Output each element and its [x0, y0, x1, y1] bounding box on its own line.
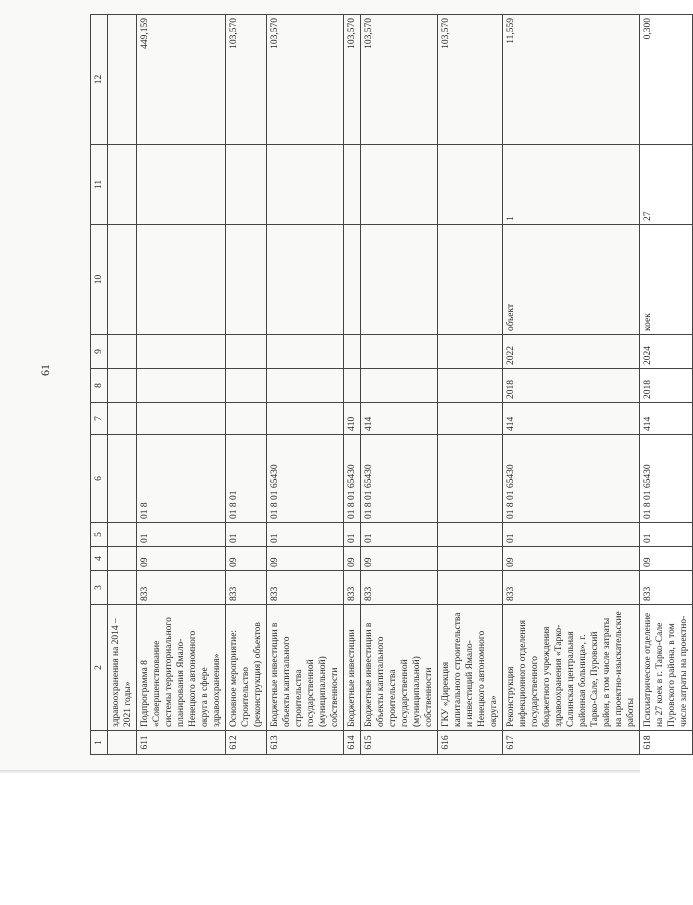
budget-table-container: [90, 15, 689, 755]
table-cell-c5: 01: [361, 523, 438, 547]
table-cell-c12: 449,159: [137, 15, 226, 145]
table-cell-c4: [438, 547, 503, 571]
table-cell-c4: 09: [226, 547, 267, 571]
table-cell-c8: [344, 369, 361, 403]
table-cell-c8: 2018: [503, 369, 640, 403]
table-cell-c1: 615: [361, 731, 438, 755]
table-cell-c3: 833: [503, 571, 640, 605]
table-cell-c3: 833: [344, 571, 361, 605]
table-cell-c9: 2022: [503, 335, 640, 369]
table-cell-c3: 833: [267, 571, 344, 605]
table-row: [344, 15, 361, 755]
table-cell-c11: [137, 145, 226, 225]
table-cell-c4: 09: [137, 547, 226, 571]
table-cell-c5: [108, 523, 137, 547]
table-cell-c11: [361, 145, 438, 225]
table-cell-c6: 01 8 01 65430: [267, 435, 344, 523]
table-cell-c11: [344, 145, 361, 225]
table-cell-c1: 612: [226, 731, 267, 755]
table-row: [438, 15, 503, 755]
header-cell: 7: [91, 403, 108, 435]
table-cell-c6: 01 8 01: [226, 435, 267, 523]
table-cell-c2: Бюджетные инвестиции: [344, 605, 361, 731]
table-cell-c4: 09: [503, 547, 640, 571]
table-cell-c4: [108, 547, 137, 571]
table-cell-c11: 27: [640, 145, 693, 225]
table-cell-c12: 103,570: [361, 15, 438, 145]
table-cell-c2: Бюджетные инвестиции в объекты капитального строительства государственной (муниципальной) собственности: [267, 605, 344, 731]
table-cell-c10: объект: [503, 225, 640, 335]
table-cell-c12: 11,559: [503, 15, 640, 145]
table-cell-c7: 414: [640, 403, 693, 435]
header-cell: 2: [91, 605, 108, 731]
table-cell-c3: 833: [226, 571, 267, 605]
table-cell-c9: [438, 335, 503, 369]
table-cell-c8: [108, 369, 137, 403]
table-cell-c4: 09: [640, 547, 693, 571]
table-cell-c6: 01 8: [137, 435, 226, 523]
table-row: [226, 15, 267, 755]
table-cell-c2: Бюджетные инвестиции в объекты капитального строительства государственной (муниципальной) собственности: [361, 605, 438, 731]
table-cell-c5: 01: [503, 523, 640, 547]
table-cell-c5: 01: [640, 523, 693, 547]
table-cell-c5: [438, 523, 503, 547]
table-cell-c10: [438, 225, 503, 335]
table-cell-c10: [108, 225, 137, 335]
header-cell: 8: [91, 369, 108, 403]
header-cell: 5: [91, 523, 108, 547]
header-cell: 12: [91, 15, 108, 145]
table-cell-c8: [438, 369, 503, 403]
table-cell-c3: [108, 571, 137, 605]
table-cell-c6: 01 8 01 65430: [344, 435, 361, 523]
table-cell-c8: [267, 369, 344, 403]
header-cell: 6: [91, 435, 108, 523]
table-cell-c7: [137, 403, 226, 435]
table-cell-c5: 01: [344, 523, 361, 547]
table-cell-c12: 103,570: [226, 15, 267, 145]
table-cell-c1: 614: [344, 731, 361, 755]
table-cell-c7: 414: [503, 403, 640, 435]
table-cell-c9: [108, 335, 137, 369]
table-cell-c10: [267, 225, 344, 335]
table-cell-c7: [226, 403, 267, 435]
budget-table: [90, 14, 693, 755]
header-cell: 9: [91, 335, 108, 369]
table-cell-c10: [344, 225, 361, 335]
table-cell-c12: 103,570: [438, 15, 503, 145]
table-cell-c12: 103,570: [344, 15, 361, 145]
header-cell: 10: [91, 225, 108, 335]
table-cell-c12: 103,570: [267, 15, 344, 145]
table-cell-c5: 01: [226, 523, 267, 547]
table-cell-c6: [438, 435, 503, 523]
table-cell-c2: Подпрограмма 8 «Совершенствование системы территориального планирования Ямало-Ненецкого автономного округа в сфере здравоохранения»: [137, 605, 226, 731]
table-row: [640, 15, 693, 755]
page-shadow: [0, 770, 640, 774]
table-cell-c7: [438, 403, 503, 435]
table-cell-c11: [226, 145, 267, 225]
header-cell: 1: [91, 731, 108, 755]
header-cell: 3: [91, 571, 108, 605]
table-cell-c11: [267, 145, 344, 225]
table-cell-c4: 09: [361, 547, 438, 571]
table-row: [361, 15, 438, 755]
table-cell-c10: коек: [640, 225, 693, 335]
page-number: 61: [38, 364, 52, 376]
table-cell-c9: [226, 335, 267, 369]
table-cell-c3: 833: [640, 571, 693, 605]
table-cell-c2: здравоохранения на 2014 – 2021 годы»: [108, 605, 137, 731]
header-cell: 4: [91, 547, 108, 571]
table-cell-c1: 616: [438, 731, 503, 755]
table-cell-c9: [267, 335, 344, 369]
table-cell-c7: 410: [344, 403, 361, 435]
table-cell-c12: 0,300: [640, 15, 693, 145]
table-cell-c7: 414: [361, 403, 438, 435]
table-cell-c4: 09: [344, 547, 361, 571]
table-cell-c6: 01 8 01 65430: [361, 435, 438, 523]
table-cell-c8: [137, 369, 226, 403]
table-cell-c11: [438, 145, 503, 225]
table-cell-c2: ГКУ «Дирекция капитального строительства и инвестиций Ямало-Ненецкого автономного округа»: [438, 605, 503, 731]
table-cell-c6: 01 8 01 65430: [503, 435, 640, 523]
table-cell-c3: 833: [137, 571, 226, 605]
table-row: [108, 15, 137, 755]
table-cell-c6: [108, 435, 137, 523]
table-cell-c7: [108, 403, 137, 435]
header-cell: 11: [91, 145, 108, 225]
table-cell-c10: [226, 225, 267, 335]
table-cell-c3: [438, 571, 503, 605]
table-cell-c8: 2018: [640, 369, 693, 403]
header-row: [91, 15, 108, 755]
table-body: [91, 15, 693, 755]
table-cell-c11: 1: [503, 145, 640, 225]
table-cell-c4: 09: [267, 547, 344, 571]
table-cell-c11: [108, 145, 137, 225]
table-cell-c1: 617: [503, 731, 640, 755]
table-cell-c10: [137, 225, 226, 335]
table-row: [503, 15, 640, 755]
table-cell-c3: 833: [361, 571, 438, 605]
table-cell-c2: Реконструкция инфекционного отделения государственного бюджетного учреждения здравоохранения «Тарко-Салинская центральная районная больница», г. Тарко-Сале, Пуровский район, в том числе затраты на проектно-изыскательские работы: [503, 605, 640, 731]
table-cell-c1: [108, 731, 137, 755]
table-cell-c12: [108, 15, 137, 145]
table-cell-c7: [267, 403, 344, 435]
table-cell-c9: [361, 335, 438, 369]
table-cell-c2: Основное мероприятие: Строительство (реконструкция) объектов: [226, 605, 267, 731]
table-cell-c8: [361, 369, 438, 403]
table-cell-c9: [137, 335, 226, 369]
table-cell-c8: [226, 369, 267, 403]
table-cell-c5: 01: [267, 523, 344, 547]
table-cell-c6: 01 8 01 65430: [640, 435, 693, 523]
table-cell-c1: 618: [640, 731, 693, 755]
table-cell-c5: 01: [137, 523, 226, 547]
table-cell-c10: [361, 225, 438, 335]
table-row: [267, 15, 344, 755]
table-cell-c1: 613: [267, 731, 344, 755]
table-cell-c9: [344, 335, 361, 369]
table-cell-c1: 611: [137, 731, 226, 755]
table-cell-c2: Психиатрическое отделение на 27 коек в г. Тарко-Сале Пуровского района, в том числе затраты на проектно-: [640, 605, 693, 731]
table-cell-c9: 2024: [640, 335, 693, 369]
table-row: [137, 15, 226, 755]
